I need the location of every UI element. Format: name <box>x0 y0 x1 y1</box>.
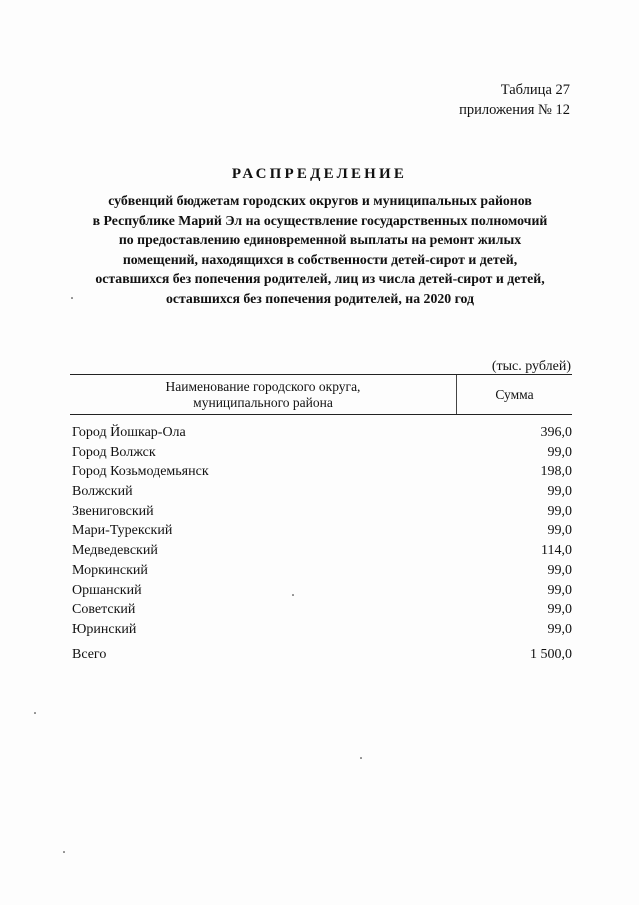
table-row <box>72 443 572 463</box>
table-row <box>72 581 572 601</box>
district-amount: 99,0 <box>547 484 572 500</box>
district-amount: 99,0 <box>547 582 572 598</box>
total-value: 1 500,0 <box>530 647 572 662</box>
column-header-name-line: Наименование городского округа, <box>165 379 361 394</box>
district-amount: 99,0 <box>547 602 572 618</box>
district-name: Юринский <box>72 621 137 637</box>
scan-speck <box>292 594 294 596</box>
document-title: РАСПРЕДЕЛЕНИЕ <box>231 166 408 182</box>
column-header-name-line: муниципального района <box>193 395 333 410</box>
document-subtitle <box>60 191 580 309</box>
district-amount: 99,0 <box>547 444 572 460</box>
district-name: Медведевский <box>72 543 158 559</box>
table-row <box>72 561 572 581</box>
table-row <box>72 462 572 482</box>
district-name: Оршанский <box>72 582 142 598</box>
subtitle-line: в Республике Марий Эл на осуществление государственных полномочий <box>92 212 548 228</box>
table-total-row <box>72 645 572 665</box>
total-label: Всего <box>72 647 107 662</box>
column-header-sum: Сумма <box>495 387 534 402</box>
district-name: Моркинский <box>72 562 148 578</box>
district-name: Советский <box>72 602 136 618</box>
scan-speck <box>360 757 362 759</box>
units-label: (тыс. рублей) <box>491 359 571 374</box>
table-number: Таблица 27 <box>500 82 570 98</box>
table-reference <box>459 80 570 120</box>
table-row <box>72 502 572 522</box>
column-header-name <box>70 379 456 411</box>
scan-speck <box>34 712 36 714</box>
subtitle-line: оставшихся без попечения родителей, на 2020 год <box>165 290 475 306</box>
district-name: Город Волжск <box>72 444 156 460</box>
district-amount: 99,0 <box>547 523 572 539</box>
district-name: Город Йошкар-Ола <box>72 425 186 440</box>
scan-speck <box>63 851 65 853</box>
district-amount: 99,0 <box>547 621 572 637</box>
table-row <box>72 620 572 640</box>
table-header <box>70 374 572 415</box>
district-amount: 198,0 <box>540 464 572 480</box>
district-name: Звениговский <box>72 503 154 519</box>
table-row <box>72 600 572 620</box>
district-amount: 396,0 <box>540 425 572 440</box>
table-row <box>72 482 572 502</box>
table-row <box>72 541 572 561</box>
table-body <box>72 423 572 640</box>
district-amount: 99,0 <box>547 503 572 519</box>
district-amount: 114,0 <box>541 543 572 559</box>
district-amount: 99,0 <box>547 562 572 578</box>
table-row <box>72 423 572 443</box>
scan-speck <box>71 297 73 299</box>
subtitle-line: по предоставлению единовременной выплаты на ремонт жилых <box>118 232 522 248</box>
district-name: Волжский <box>72 484 133 500</box>
subtitle-line: оставшихся без попечения родителей, лиц из числа детей-сирот и детей, <box>95 271 545 287</box>
district-name: Город Козьмодемьянск <box>72 464 209 480</box>
appendix-number: приложения № 12 <box>459 102 570 118</box>
table-row <box>72 521 572 541</box>
district-name: Мари-Турекский <box>72 523 173 539</box>
subtitle-line: субвенций бюджетам городских округов и муниципальных районов <box>108 193 532 208</box>
subtitle-line: помещений, находящихся в собственности детей-сирот и детей, <box>122 251 518 267</box>
